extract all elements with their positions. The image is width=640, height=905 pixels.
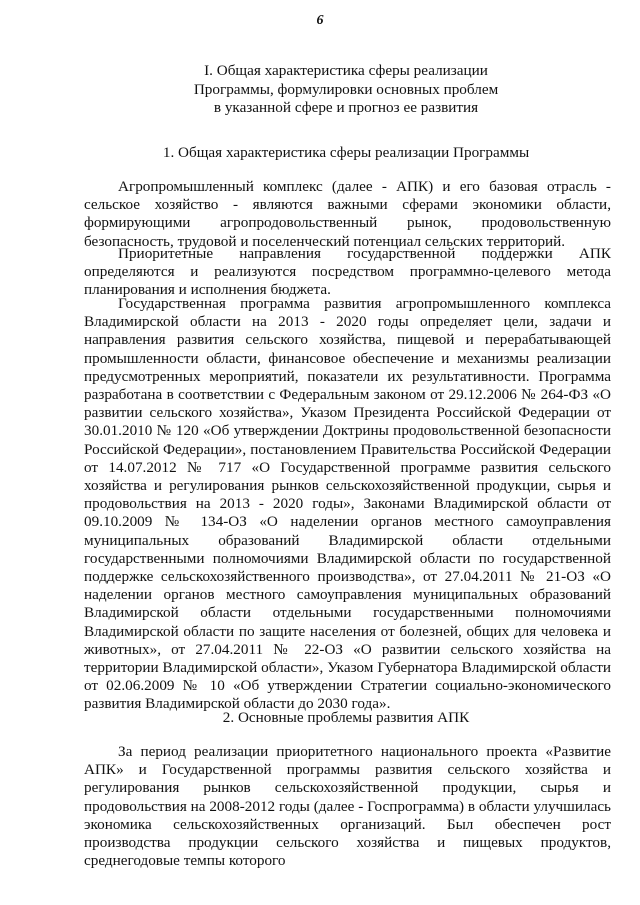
section-2-paragraph-1: За период реализации приоритетного национального проекта «Развитие АПК» и Государственной программы развития сельского хозяйства и регулирования рынков сельскохозяйственной продукции, сырья и продовольствия на 2008-2012 годы (далее - Госпрограмма) в области улучшилась экономика сельскохозяйственных организаций. Был обеспечен рост производства продукции сельского хозяйства и пищевых продуктов, среднегодовые темпы которого [84, 743, 611, 870]
section-1-title: 1. Общая характеристика сферы реализации Программы [162, 144, 530, 161]
chapter-heading-line-2: Программы, формулировки основных проблем [193, 80, 499, 98]
chapter-heading-line-3: в указанной сфере и прогноз ее развития [213, 99, 479, 117]
page-number: 6 [316, 13, 324, 28]
chapter-heading [86, 62, 606, 118]
section-2-title: 2. Основные проблемы развития АПК [222, 709, 470, 726]
chapter-heading-line-1: I. Общая характеристика сферы реализации [204, 62, 488, 79]
section-1-paragraph-3: Государственная программа развития агропромышленного комплекса Владимирской области на 2013 - 2020 годы определяет цели, задачи и направления развития сельского хозяйства, пищевой и перерабатывающей промышленности области, финансовое обеспечение и механизмы реализации предусмотренных мероприятий, показатели их результативности. Программа разработана в соответствии с Федеральным законом от 29.12.2006 № 264-ФЗ «О развитии сельского хозяйства», Указом Президента Российской Федерации от 30.01.2010 № 120 «Об утверждении Доктрины продовольственной безопасности Российской Федерации», постановлением Правительства Российской Федерации от 14.07.2012 № 717 «О Государственной программе развития сельского хозяйства и регулирования рынков сельскохозяйственной продукции, сырья и продовольствия на 2013 - 2020 годы», Законами Владимирской области от 09.10.2009 № 134-ОЗ «О наделении органов местного самоуправления муниципальных образований Владимирской области отдельными государственными полномочиями Владимирской области по государственной поддержке сельскохозяйственного производства», от 27.04.2011 № 21-ОЗ «О наделении органов местного самоуправления муниципальных образований Владимирской области отдельными государственными полномочиями Владимирской области по защите населения от болезней, общих для человека и животных», от 27.04.2011 № 22-ОЗ «О развитии сельского хозяйства на территории Владимирской области», Указом Губернатора Владимирской области от 02.06.2009 № 10 «Об утверждении Стратегии социально-экономического развития Владимирской области до 2030 года». [84, 295, 611, 713]
section-1-paragraph-1: Агропромышленный комплекс (далее - АПК) и его базовая отрасль - сельское хозяйство - являются важными сферами экономики области, формирующими агропродовольственный рынок, продовольственную безопасность, трудовой и поселенческий потенциал сельских территорий. [84, 178, 611, 250]
section-1-paragraph-2: Приоритетные направления государственной поддержки АПК определяются и реализуются посредством программно-целевого метода планирования и исполнения бюджета. [84, 245, 611, 299]
